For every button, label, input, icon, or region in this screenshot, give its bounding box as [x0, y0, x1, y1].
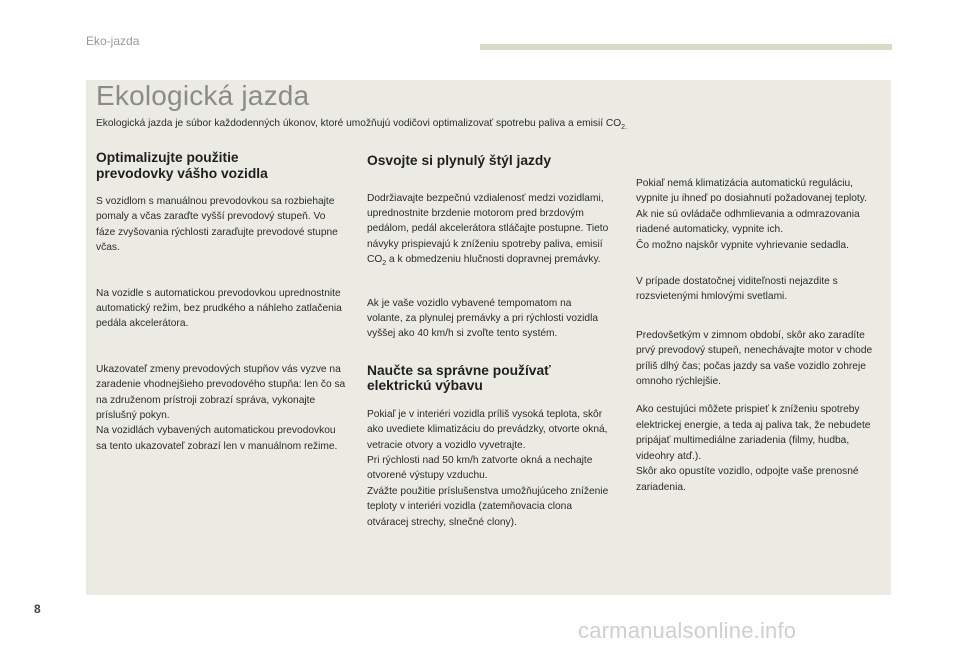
page-title: Ekologická jazda — [96, 80, 310, 111]
paragraph-cruise-control: Ak je vaše vozidlo vybavené tempomatom na volante, za plynulej premávky a pri rýchlosti vozidla vyššej ako 40 km/h si zvoľte tento systém. — [367, 297, 599, 340]
paragraph-seat-heating: Čo možno najskôr vypnite vyhrievanie sedadla. — [636, 239, 849, 251]
heading-electrical-equipment — [367, 363, 609, 394]
heading-gearbox — [96, 150, 346, 181]
section-header: Eko-jazda — [86, 34, 140, 48]
header-bar — [480, 44, 892, 50]
paragraph-multimedia: Ako cestujúci môžete prispieť k zníženiu spotreby elektrickej energie, a teda aj paliva tak, že nebudete pripájať multimediálne zariadenia (filmy, hudba, videohry atď.). — [636, 404, 871, 462]
intro-text — [96, 118, 876, 131]
paragraph-air-conditioning: Pokiaľ nemá klimatizácia automatickú reguláciu, vypnite ju ihneď po dosiahnutí požadovanej teploty. — [636, 178, 867, 205]
column-middle — [367, 150, 609, 530]
heading-gearbox-line1: Optimalizujte použitie — [96, 150, 239, 165]
paragraph-winter: Predovšetkým v zimnom období, skôr ako zaradíte prvý prevodový stupeň, nenechávajte motor v chode príliš dlhý čas; počas jazdy sa vaše vozidlo zohreje omnoho rýchlejšie. — [636, 329, 873, 388]
intro-main: Ekologická jazda je súbor každodenných úkonov, ktoré umožňujú vodičovi optimalizovať spotrebu paliva a emisií CO — [96, 118, 622, 129]
paragraph-gear-indicator: Ukazovateľ zmeny prevodových stupňov vás vyzve na zaradenie vhodnejšieho prevodového stupňa: len čo sa na združenom prístroji zobrazí správa, vykonajte príslušný pokyn. — [96, 363, 346, 422]
column-left — [96, 150, 346, 454]
paragraph-distance-main: Dodržiavajte bezpečnú vzdialenosť medzi vozidlami, uprednostnite brzdenie motorom pred brzdovým pedálom, pedál akcelerátora stláčajte postupne. Tieto návyky prispievajú k zníženiu spotreby paliva, emisií CO — [367, 192, 609, 266]
paragraph-fog-lights: V prípade dostatočnej viditeľnosti nejazdite s rozsvietenými hmlovými svetlami. — [636, 276, 838, 303]
heading-electrical-line2: elektrickú výbavu — [367, 378, 483, 394]
paragraph-manual: S vozidlom s manuálnou prevodovkou sa rozbiehajte pomaly a včas zaraďte vyšší prevodový stupeň. Vo fáze zvyšovania rýchlosti zaraďujte prevodové stupne včas. — [96, 196, 338, 254]
paragraph-gear-indicator-auto: Na vozidlách vybavených automatickou prevodovkou sa tento ukazovateľ zobrazí len v manuálnom režime. — [96, 425, 338, 452]
watermark: carmanualsonline.info — [578, 618, 797, 643]
paragraph-distance-subscript: 2 — [382, 260, 387, 268]
paragraph-close-windows: Pri rýchlosti nad 50 km/h zatvorte okná a nechajte otvorené výstupy vzduchu. — [367, 455, 593, 482]
paragraph-automatic: Na vozidle s automatickou prevodovkou uprednostnite automatický režim, bez prudkého a náhleho zatlačenia pedála akcelerátora. — [96, 287, 342, 330]
paragraph-defrost: Ak nie sú ovládače odhmlievania a odmrazovania riadené automaticky, vypnite ich. — [636, 208, 860, 236]
paragraph-distance-end: a k obmedzeniu hlučnosti dopravnej premávky. — [386, 254, 601, 266]
heading-smooth-driving: Osvojte si plynulý štýl jazdy — [367, 153, 552, 168]
heading-electrical-line1: Naučte sa správne používať — [367, 362, 551, 378]
page-number: 8 — [34, 602, 41, 616]
paragraph-accessories: Zvážte použitie príslušenstva umožňujúceho zníženie teploty v interiéri vozidla (zatemňovacia clona otváracej strechy, slnečné clony). — [367, 485, 609, 528]
paragraph-distance — [367, 191, 609, 272]
intro-subscript: 2. — [621, 124, 628, 132]
paragraph-interior-temp: Pokiaľ je v interiéri vozidla príliš vysoká teplota, skôr ako uvediete klimatizáciu do prevádzky, otvorte okná, vetracie otvory a vozidlo vyvetrajte. — [367, 408, 608, 451]
heading-gearbox-line2: prevodovky vášho vozidla — [96, 165, 268, 181]
column-right — [636, 176, 882, 495]
paragraph-unplug-devices: Skôr ako opustíte vozidlo, odpojte vaše prenosné zariadenia. — [636, 466, 859, 493]
